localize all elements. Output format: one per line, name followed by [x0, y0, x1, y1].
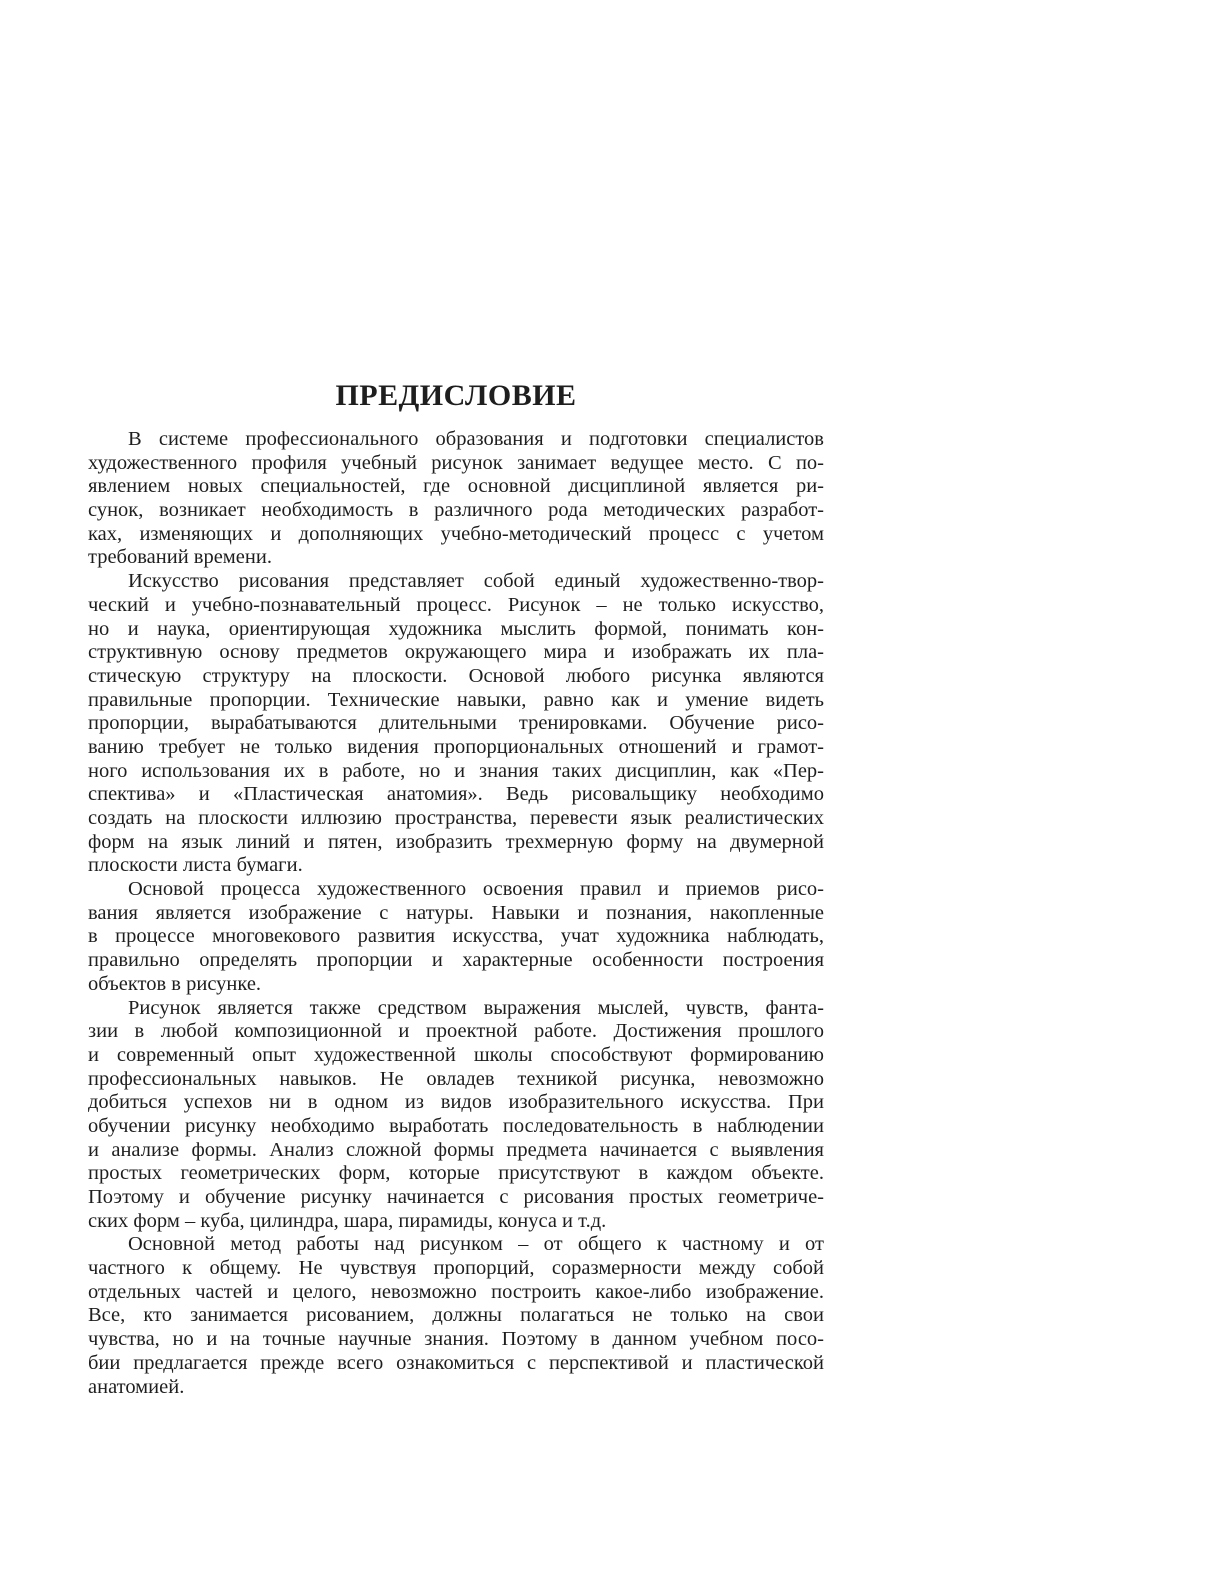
page-title: ПРЕДИСЛОВИЕ: [335, 379, 577, 412]
text-line: Основой процесса художественного освоения правил и приемов рисо-: [128, 878, 824, 901]
text-line: вания является изображение с натуры. Навыки и познания, накопленные: [88, 901, 824, 924]
text-line: Все, кто занимается рисованием, должны полагаться не только на свои: [88, 1304, 824, 1327]
text-line: зии в любой композиционной и проектной работе. Достижения прошлого: [88, 1020, 824, 1043]
text-line: простых геометрических форм, которые присутствуют в каждом объекте.: [88, 1162, 824, 1185]
paragraph-4: [88, 997, 824, 1234]
text-line: профессиональных навыков. Не овладев техникой рисунка, невозможно: [88, 1067, 824, 1090]
text-line: спектива» и «Пластическая анатомия». Ведь рисовальщику необходимо: [88, 783, 824, 806]
text-line: правильные пропорции. Технические навыки, равно как и умение видеть: [88, 688, 824, 711]
text-line: ного использования их в работе, но и знания таких дисциплин, как «Пер-: [88, 759, 824, 782]
text-line: стическую структуру на плоскости. Основой любого рисунка являются: [88, 664, 824, 687]
text-line: пропорции, вырабатываются длительными тренировками. Обучение рисо-: [88, 712, 824, 735]
text-line: ванию требует не только видения пропорциональных отношений и грамот-: [88, 735, 824, 758]
paragraph-3: [88, 878, 824, 996]
text-line: обучении рисунку необходимо выработать последовательность в наблюдении: [88, 1114, 824, 1137]
text-line: ских форм – куба, цилиндра, шара, пирамиды, конуса и т.д.: [88, 1209, 607, 1232]
text-line: частного к общему. Не чувствуя пропорций, соразмерности между собой: [88, 1257, 824, 1280]
text-line: объектов в рисунке.: [88, 972, 262, 995]
text-line: и анализе формы. Анализ сложной формы предмета начинается с выявления: [88, 1138, 824, 1161]
text-line: В системе профессионального образования и подготовки специалистов: [128, 428, 824, 450]
text-line: художественного профиля учебный рисунок занимает ведущее место. С по-: [88, 451, 824, 474]
text-line: Искусство рисования представляет собой единый художественно-твор-: [128, 570, 824, 593]
text-line: бии предлагается прежде всего ознакомиться с перспективой и пластической: [88, 1351, 824, 1374]
text-line: отдельных частей и целого, невозможно построить какое-либо изображение.: [88, 1280, 824, 1303]
text-line: Основной метод работы над рисунком – от общего к частному и от: [128, 1233, 824, 1256]
text-line: чувства, но и на точные научные знания. Поэтому в данном учебном посо-: [88, 1328, 824, 1351]
paragraph-5: [88, 1233, 824, 1399]
text-line: Поэтому и обучение рисунку начинается с рисования простых геометриче-: [88, 1186, 824, 1208]
text-line: ческий и учебно-познавательный процесс. Рисунок – не только искусство,: [88, 593, 824, 616]
text-line: Рисунок является также средством выражения мыслей, чувств, фанта-: [128, 996, 824, 1019]
text-line: сунок, возникает необходимость в различного рода методических разработ-: [88, 499, 824, 522]
text-line: структивную основу предметов окружающего мира и изображать их пла-: [88, 641, 824, 664]
text-line: и современный опыт художественной школы способствуют формированию: [88, 1043, 824, 1066]
text-line: но и наука, ориентирующая художника мыслить формой, понимать кон-: [88, 617, 824, 640]
preface-body: [88, 428, 824, 1399]
text-line: правильно определять пропорции и характерные особенности построения: [88, 949, 824, 972]
text-line: явлением новых специальностей, где основной дисциплиной является ри-: [88, 475, 824, 498]
text-line: в процессе многовекового развития искусства, учат художника наблюдать,: [88, 925, 824, 948]
text-line: требований времени.: [88, 546, 272, 569]
paragraph-1: [88, 428, 824, 570]
text-line: ках, изменяющих и дополняющих учебно-методический процесс с учетом: [88, 522, 824, 545]
text-line: добиться успехов ни в одном из видов изобразительного искусства. При: [88, 1091, 824, 1114]
text-line: форм на язык линий и пятен, изобразить трехмерную форму на двумерной: [88, 830, 824, 853]
text-line: плоскости листа бумаги.: [88, 854, 303, 877]
paragraph-2: [88, 570, 824, 878]
text-line: создать на плоскости иллюзию пространства, перевести язык реалистических: [88, 807, 824, 829]
text-line: анатомией.: [88, 1375, 185, 1398]
